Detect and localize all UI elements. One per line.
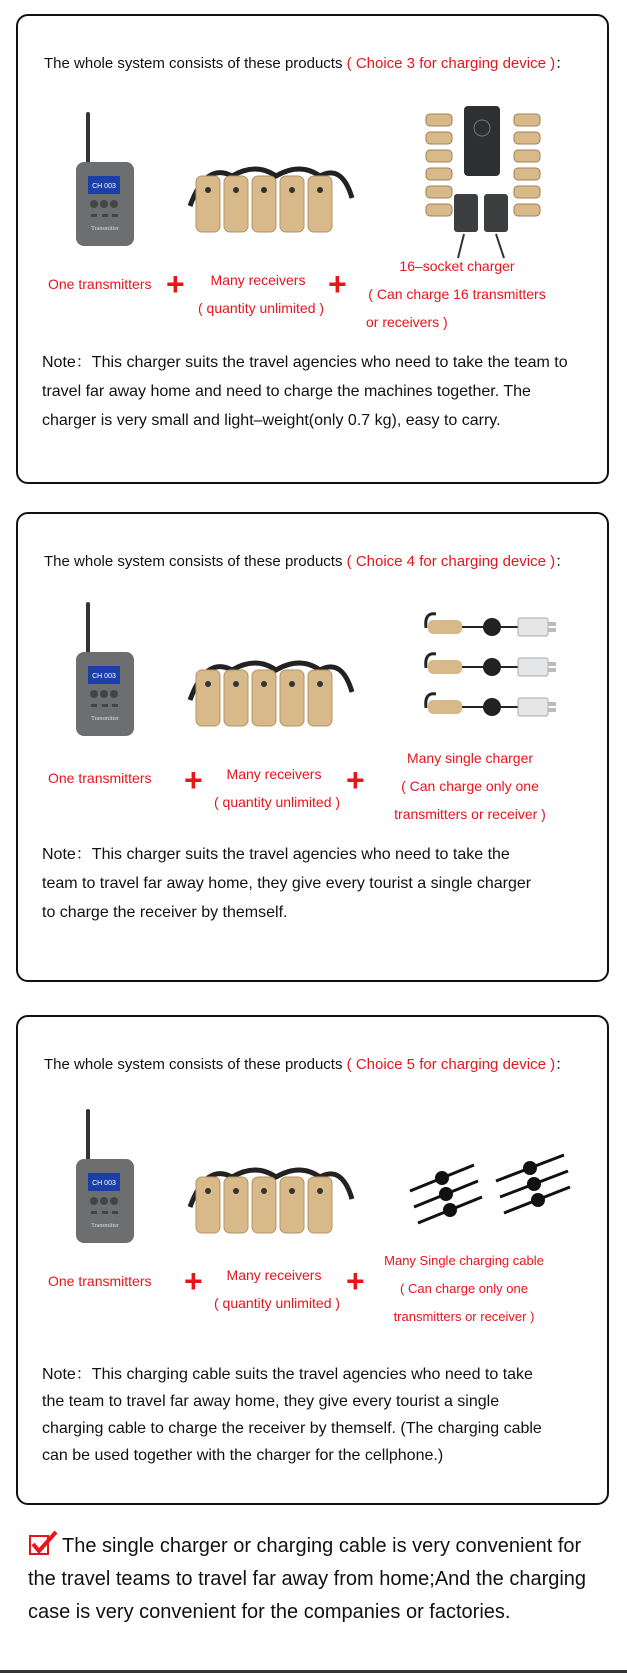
svg-text:Transmitter: Transmitter bbox=[91, 716, 119, 722]
transmitter-image bbox=[74, 1109, 138, 1249]
charger-label: 16–socket charger ( Can charge 16 transmitters or receivers ) bbox=[366, 258, 546, 330]
charging-cables-image bbox=[404, 1151, 574, 1235]
svg-text:Transmitter: Transmitter bbox=[91, 226, 119, 232]
charger-label: Many single charger ( Can charge only one transmitters or receiver ) bbox=[394, 750, 546, 822]
plus-sign: + bbox=[328, 266, 347, 302]
plus-sign: + bbox=[166, 266, 185, 302]
plus-sign: + bbox=[184, 762, 203, 798]
note-text: Note：This charger suits the travel agencies who need to take the team to travel far away home and need to charge the machines together. The charger is very small and light–weight(only 0.7 kg), easy to carry. bbox=[42, 354, 568, 429]
svg-text:CH 003: CH 003 bbox=[92, 673, 116, 680]
plus-sign: + bbox=[184, 1263, 203, 1299]
receiver-label: Many receivers ( quantity unlimited ) bbox=[198, 272, 325, 316]
plus-sign: + bbox=[346, 1263, 365, 1299]
transmitter-label: One transmitters bbox=[48, 770, 152, 786]
panel-heading: The whole system consists of these products ( Choice 4 for charging device )： bbox=[44, 553, 571, 570]
svg-text:Transmitter: Transmitter bbox=[91, 1223, 119, 1229]
receivers-image bbox=[186, 1167, 356, 1241]
panel-heading: The whole system consists of these products ( Choice 3 for charging device )： bbox=[44, 55, 571, 72]
receiver-label: Many receivers ( quantity unlimited ) bbox=[214, 1267, 341, 1311]
transmitter-label: One transmitters bbox=[48, 1273, 152, 1289]
plus-sign: + bbox=[346, 762, 365, 798]
note-text: Note：This charging cable suits the travel agencies who need to take the team to travel far away home, they give every tourist a single charging cable to charge the receiver by themself. (The charging cable can be used together with the charger for the cellphone.) bbox=[42, 1366, 542, 1464]
svg-text:CH 003: CH 003 bbox=[92, 183, 116, 190]
receivers-image bbox=[186, 166, 356, 240]
checkmark-icon bbox=[28, 1530, 58, 1556]
16-socket-charger-image bbox=[424, 104, 542, 260]
charger-label: Many Single charging cable ( Can charge only one transmitters or receiver ) bbox=[384, 1253, 544, 1324]
summary-text: The single charger or charging cable is very convenient for the travel teams to travel far away from home;And the charging case is very convenient for the companies or factories. bbox=[28, 1530, 608, 1629]
transmitter-image bbox=[74, 112, 138, 252]
product-panel-choice-3 bbox=[16, 14, 609, 484]
receivers-image bbox=[186, 660, 356, 734]
note-text: Note：This charger suits the travel agencies who need to take the team to travel far away home, they give every tourist a single charger to charge the receiver by themself. bbox=[42, 846, 532, 921]
svg-text:CH 003: CH 003 bbox=[92, 1180, 116, 1187]
panel-heading: The whole system consists of these products ( Choice 5 for charging device )： bbox=[44, 1056, 571, 1073]
product-panel-choice-5 bbox=[16, 1015, 609, 1505]
receiver-label: Many receivers ( quantity unlimited ) bbox=[214, 766, 341, 810]
product-panel-choice-4 bbox=[16, 512, 609, 982]
page-bottom-border bbox=[0, 1670, 627, 1673]
transmitter-label: One transmitters bbox=[48, 276, 152, 292]
single-charger-image bbox=[422, 610, 562, 730]
transmitter-image bbox=[74, 602, 138, 742]
